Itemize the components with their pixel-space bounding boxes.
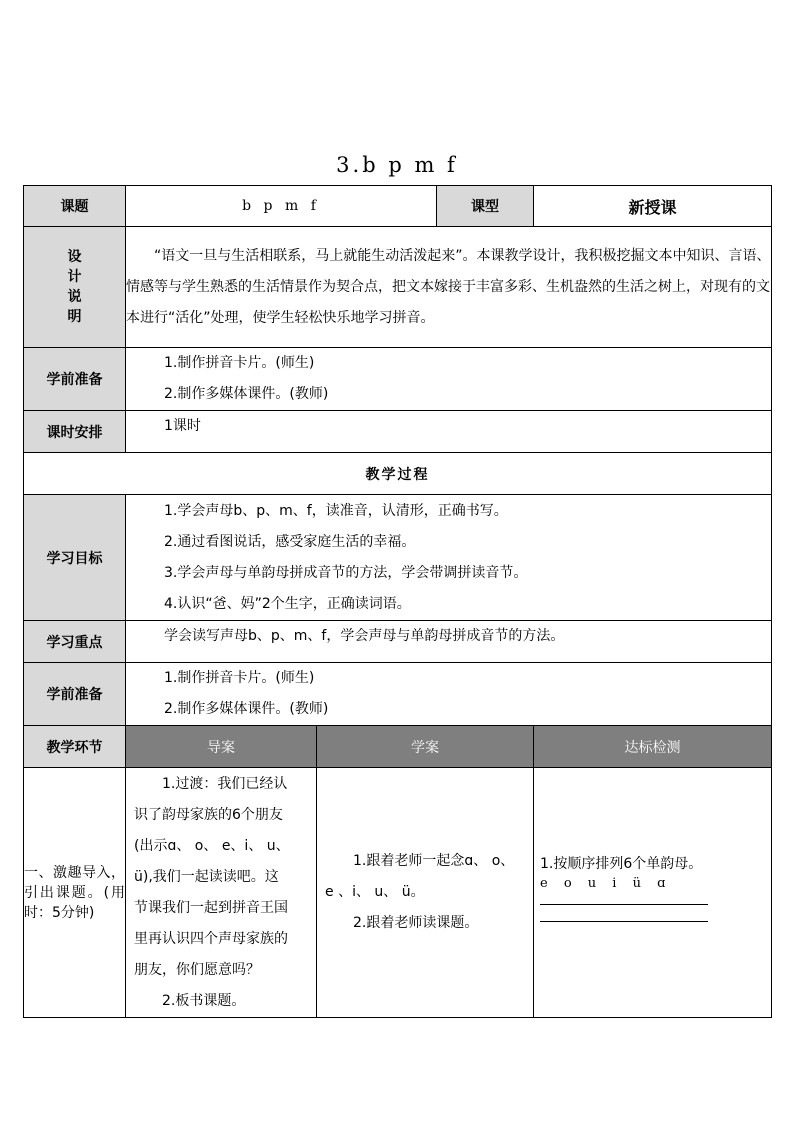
focus-cell: [126, 621, 772, 663]
prep-label: 学前准备: [24, 663, 126, 726]
prep-list: [126, 663, 772, 726]
prep-item: 2.制作多媒体课件。(教师): [164, 701, 329, 717]
design-label-char: 计: [67, 269, 82, 285]
design-label-char: 明: [67, 309, 82, 325]
lesson-type-value: 新授课: [534, 186, 772, 227]
guide-line: 节课我们一起到拼音王国: [134, 899, 288, 916]
topic-value: b p m f: [126, 186, 437, 227]
prep-item: 1.制作拼音卡片。(师生): [164, 670, 315, 686]
process-heading: 教学过程: [24, 453, 772, 495]
study-header: 学案: [317, 726, 534, 768]
guide-line: (出示ɑ、 o、 e、i、 u、: [134, 837, 290, 854]
design-label-char: 设: [67, 249, 82, 265]
topic-row: [24, 186, 772, 227]
process-heading-row: [24, 453, 772, 495]
guide-header: 导案: [126, 726, 317, 768]
goals-label: 学习目标: [24, 495, 126, 621]
prep-label: 学前准备: [24, 348, 126, 411]
goal-item: 3.学会声母与单韵母拼成音节的方法，学会带调拼读音节。: [164, 564, 528, 581]
study-line: 2.跟着老师读课题。: [353, 915, 479, 931]
prep-item: 2.制作多媒体课件。(教师): [164, 386, 329, 402]
guide-line: 朋友，你们愿意吗？: [134, 961, 260, 978]
column-header-row: [24, 726, 772, 768]
schedule-value: 1课时: [164, 418, 201, 434]
document-title: 3.b p m f: [336, 153, 458, 177]
guide-line: 2.板书课题。: [162, 992, 246, 1009]
schedule-cell: [126, 411, 772, 453]
stage-row: [24, 768, 772, 1018]
goal-item: 1.学会声母b、p、m、f，读准音，认清形，正确书写。: [164, 502, 508, 519]
check-title: 1.按顺序排列6个单韵母。: [540, 855, 703, 872]
study-line: e 、i、 u、 ü。: [325, 884, 425, 900]
guide-line: ü),我们一起读读吧。这: [134, 868, 279, 885]
goals-list: [126, 495, 772, 621]
schedule-row: [24, 411, 772, 453]
goals-row: [24, 495, 772, 621]
check-header: 达标检测: [534, 726, 772, 768]
prep-list: [126, 348, 772, 411]
goal-item: 4.认识“爸、妈”2个生字，正确读词语。: [164, 595, 411, 612]
study-line: 1.跟着老师一起念ɑ、 o、: [353, 853, 515, 869]
design-row: [24, 227, 772, 348]
prep-row-2: [24, 663, 772, 726]
design-label: [24, 227, 126, 348]
focus-label: 学习重点: [24, 621, 126, 663]
topic-label: 课题: [24, 186, 126, 227]
goal-item: 2.通过看图说话，感受家庭生活的幸福。: [164, 533, 416, 550]
guide-content: [126, 768, 317, 1018]
design-text: “语文一旦与生活相联系，马上就能生动活泼起来”。本课教学设计，我积极挖掘文本中知识、言语、情感等与学生熟悉的生活情景作为契合点，把文本嫁接于丰富多彩、生机盎然的生活之树上，对现有的文本进行“活化”处理，使学生轻松快乐地学习拼音。: [126, 227, 772, 348]
stage-name: 一、激趣导入，引出课题。(用时：5分钟): [24, 768, 126, 1018]
study-content: [317, 768, 534, 1018]
guide-line: 1.过渡：我们已经认: [162, 775, 288, 792]
check-sequence: e o u i ü ɑ: [540, 875, 672, 891]
lesson-type-label: 课型: [437, 186, 534, 227]
schedule-label: 课时安排: [24, 411, 126, 453]
guide-line: 识了韵母家族的6个朋友: [134, 806, 283, 823]
guide-line: 里再认识四个声母家族的: [134, 930, 288, 947]
answer-blank-line[interactable]: [540, 904, 708, 905]
focus-row: [24, 621, 772, 663]
check-content: [534, 768, 772, 1018]
focus-value: 学会读写声母b、p、m、f，学会声母与单韵母拼成音节的方法。: [164, 628, 565, 644]
stage-header: 教学环节: [24, 726, 126, 768]
prep-item: 1.制作拼音卡片。(师生): [164, 355, 315, 371]
design-label-char: 说: [67, 289, 82, 305]
prep-row-1: [24, 348, 772, 411]
lesson-plan-table: [23, 185, 772, 1018]
